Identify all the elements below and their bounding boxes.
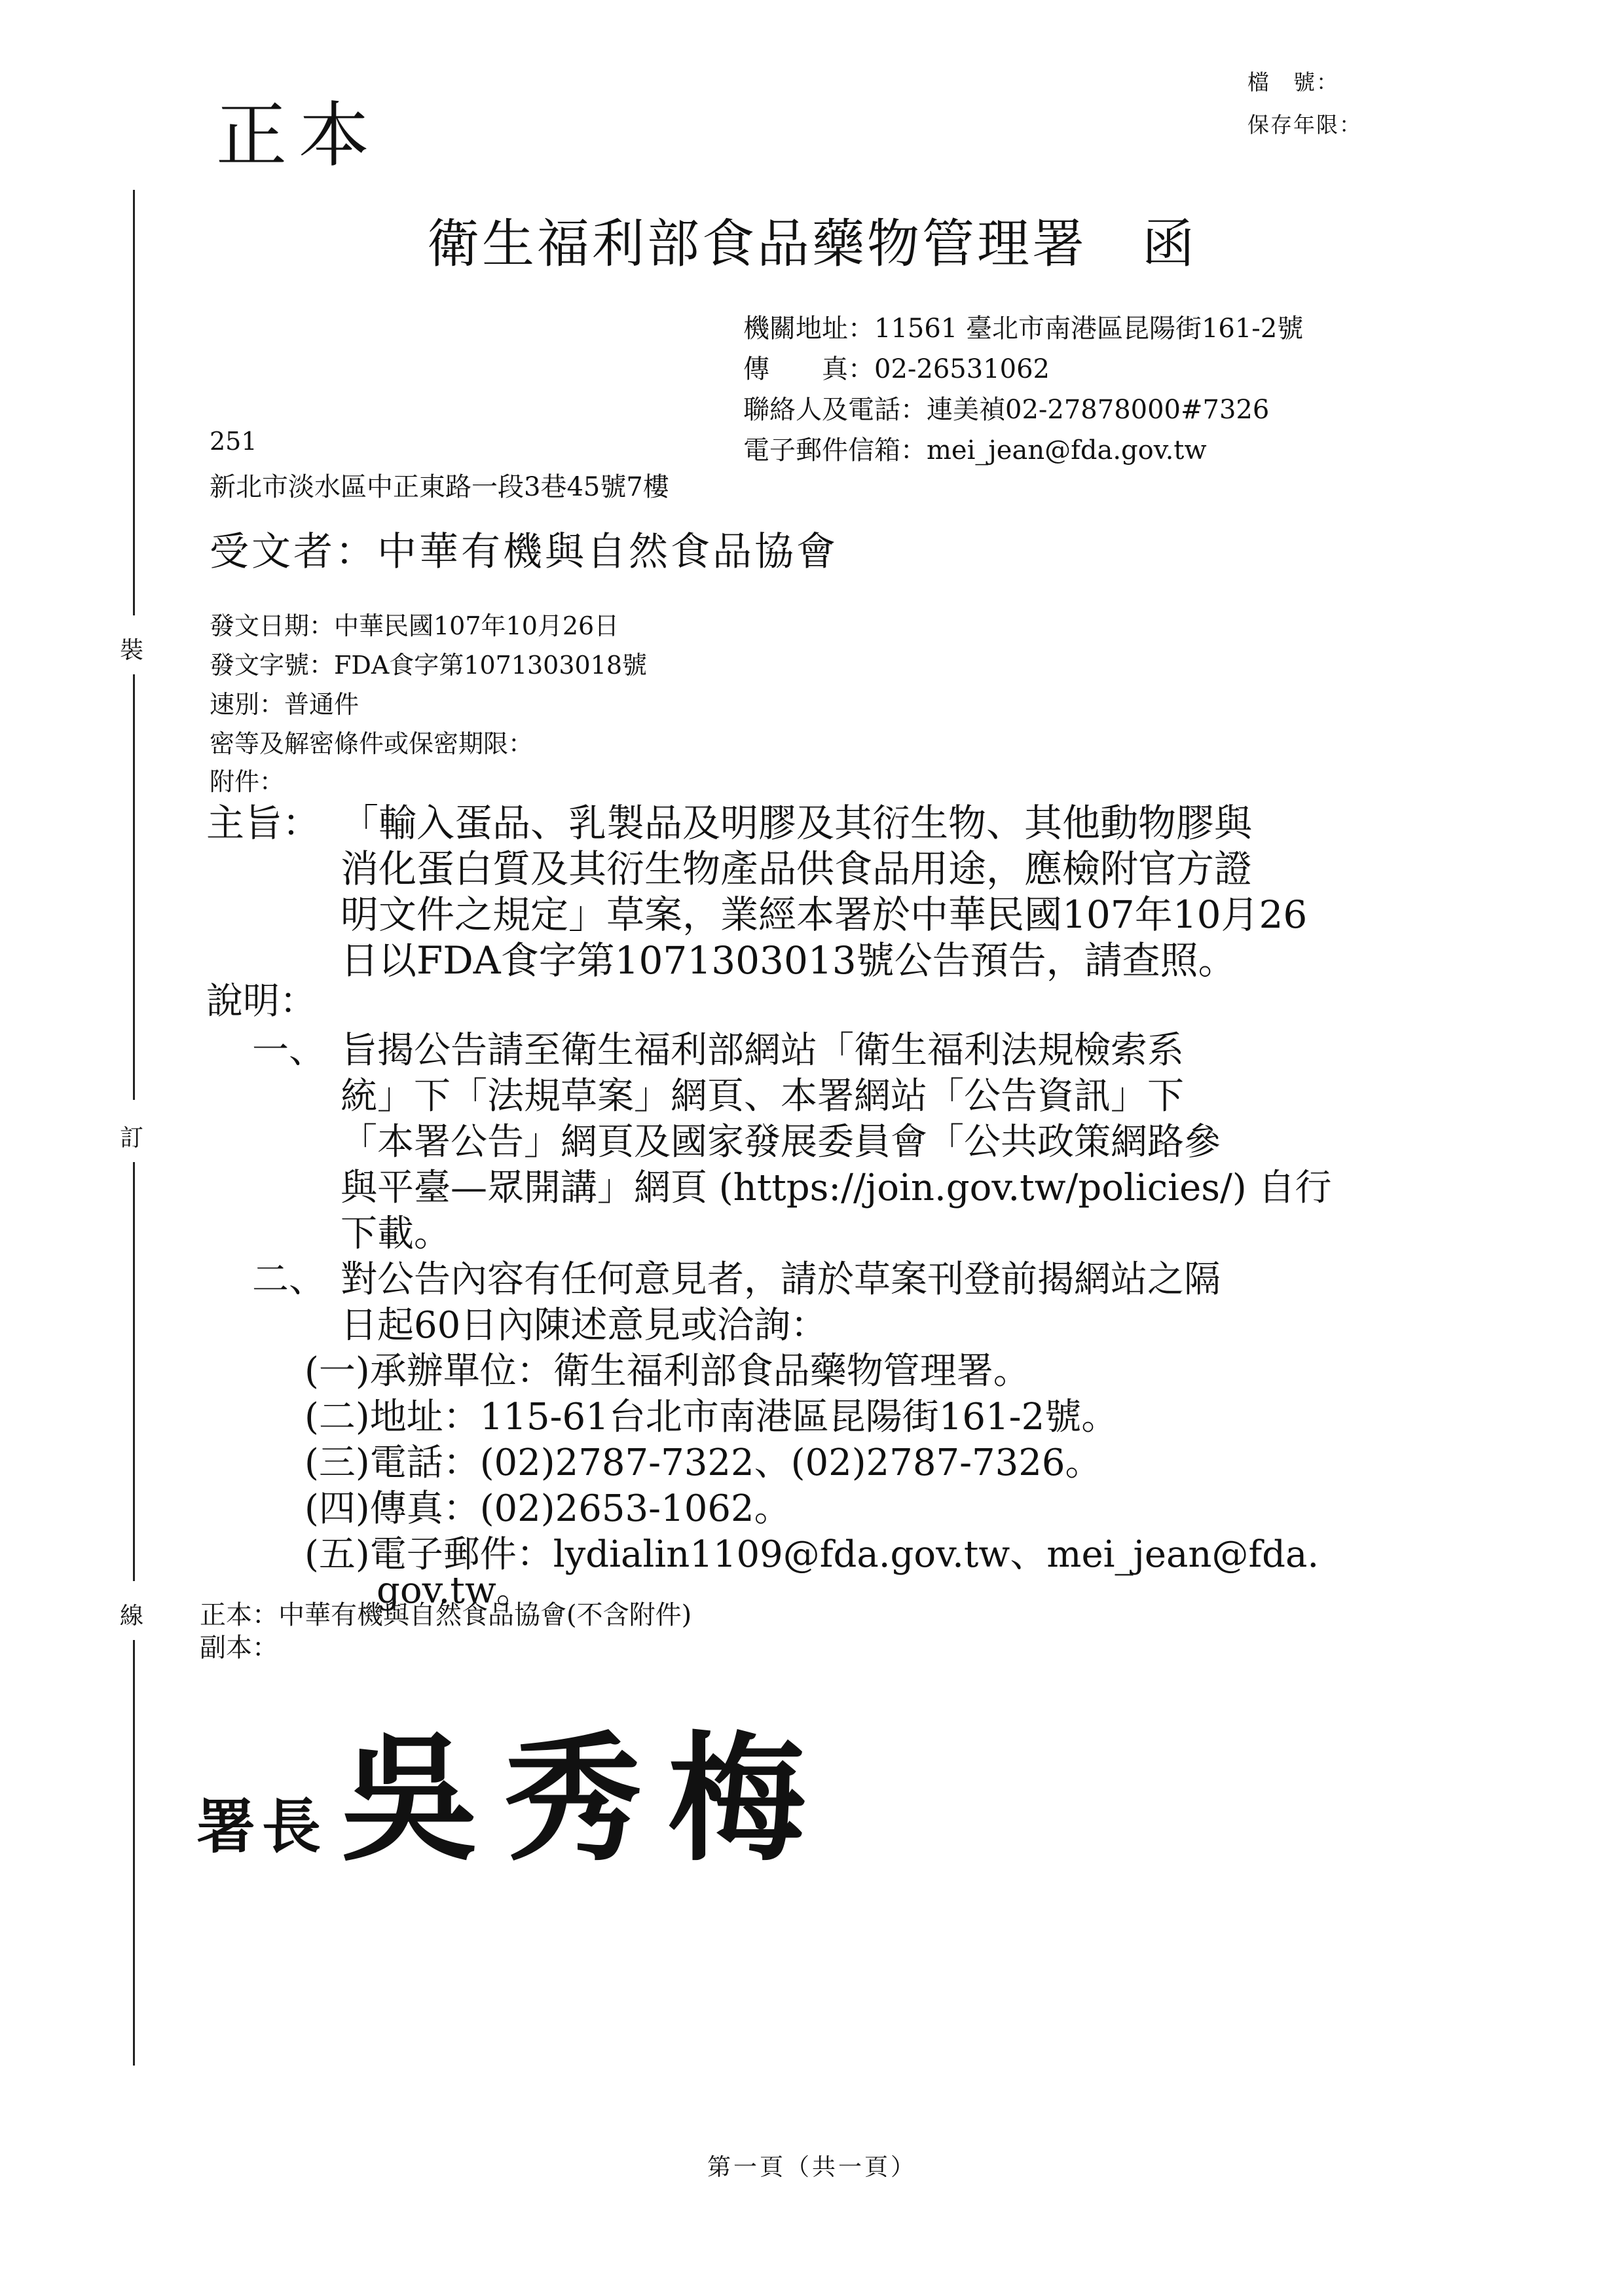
director-signature bbox=[196, 1689, 832, 1887]
contact-sub-item: gov.tw。 bbox=[377, 1569, 533, 1612]
file-number-label: 檔 號： bbox=[1247, 69, 1339, 95]
sender-fax: 傳 真：02-26531062 bbox=[743, 354, 1050, 384]
original-copy-stamp: 正本 bbox=[216, 95, 382, 177]
original-recipient: 正本：中華有機與自然食品協會(不含附件) bbox=[200, 1600, 692, 1630]
copy-recipient: 副本： bbox=[200, 1633, 278, 1663]
signature-name: 吳秀梅 bbox=[341, 1718, 832, 1880]
item-number: 二、 bbox=[252, 1258, 325, 1301]
item-line: 對公告內容有任何意見者，請於草案刊登前揭網站之隔 bbox=[341, 1258, 1221, 1301]
item-line: 旨揭公告請至衛生福利部網站「衛生福利法規檢索系 bbox=[341, 1029, 1184, 1072]
subject-line: 明文件之規定」草案，業經本署於中華民國107年10月26 bbox=[341, 892, 1308, 937]
document-title: 衛生福利部食品藥物管理署 函 bbox=[427, 213, 1197, 274]
explanation-label: 說明： bbox=[206, 980, 316, 1023]
retention-period-label: 保存年限： bbox=[1247, 112, 1362, 137]
sender-contact-person: 聯絡人及電話：連美禎02-27878000#7326 bbox=[743, 395, 1270, 425]
recipient-address: 新北市淡水區中正東路一段3巷45號7樓 bbox=[210, 472, 669, 502]
classification: 密等及解密條件或保密期限： bbox=[210, 729, 534, 758]
binding-char-ding: 訂 bbox=[120, 1125, 144, 1152]
binding-char-xian: 線 bbox=[120, 1603, 144, 1630]
item-line: 與平臺—眾開講」網頁 (https://join.gov.tw/policies/) 自行 bbox=[341, 1167, 1332, 1209]
sender-address: 機關地址：11561 臺北市南港區昆陽街161-2號 bbox=[743, 314, 1304, 344]
recipient-line: 受文者：中華有機與自然食品協會 bbox=[210, 529, 838, 575]
item-line: 統」下「法規草案」網頁、本署網站「公告資訊」下 bbox=[341, 1075, 1184, 1118]
sender-email: 電子郵件信箱：mei_jean@fda.gov.tw bbox=[743, 435, 1207, 465]
item-line: 日起60日內陳述意見或洽詢： bbox=[341, 1304, 828, 1347]
recipient-zip: 251 bbox=[210, 427, 257, 456]
contact-sub-item: (五)電子郵件：lydialin1109@fda.gov.tw、mei_jean@fda. bbox=[304, 1533, 1320, 1576]
subject-label: 主旨： bbox=[206, 801, 321, 845]
item-line: 「本署公告」網頁及國家發展委員會「公共政策網路參 bbox=[341, 1121, 1221, 1163]
subject-line: 消化蛋白質及其衍生物產品供食品用途，應檢附官方證 bbox=[341, 847, 1253, 891]
subject-line: 「輸入蛋品、乳製品及明膠及其衍生物、其他動物膠與 bbox=[341, 801, 1253, 845]
item-line: 下載。 bbox=[341, 1212, 451, 1255]
signature-title: 署長 bbox=[196, 1792, 327, 1861]
attachment: 附件： bbox=[210, 767, 285, 796]
issue-date: 發文日期：中華民國107年10月26日 bbox=[210, 611, 619, 640]
contact-sub-item: (四)傳真：(02)2653-1062。 bbox=[304, 1487, 791, 1530]
delivery-speed: 速別：普通件 bbox=[210, 690, 360, 719]
contact-sub-item: (一)承辦單位：衛生福利部食品藥物管理署。 bbox=[304, 1350, 1030, 1393]
item-number: 一、 bbox=[252, 1029, 325, 1072]
contact-sub-item: (二)地址：115-61台北市南港區昆陽街161-2號。 bbox=[304, 1396, 1118, 1438]
contact-sub-item: (三)電話：(02)2787-7322、(02)2787-7326。 bbox=[304, 1442, 1102, 1484]
page-number: 第一頁（共一頁） bbox=[707, 2154, 917, 2181]
subject-line: 日以FDA食字第1071303013號公告預告，請查照。 bbox=[341, 938, 1236, 983]
document-number: 發文字號：FDA食字第1071303018號 bbox=[210, 651, 648, 680]
binding-char-zhuang: 裝 bbox=[120, 637, 144, 664]
